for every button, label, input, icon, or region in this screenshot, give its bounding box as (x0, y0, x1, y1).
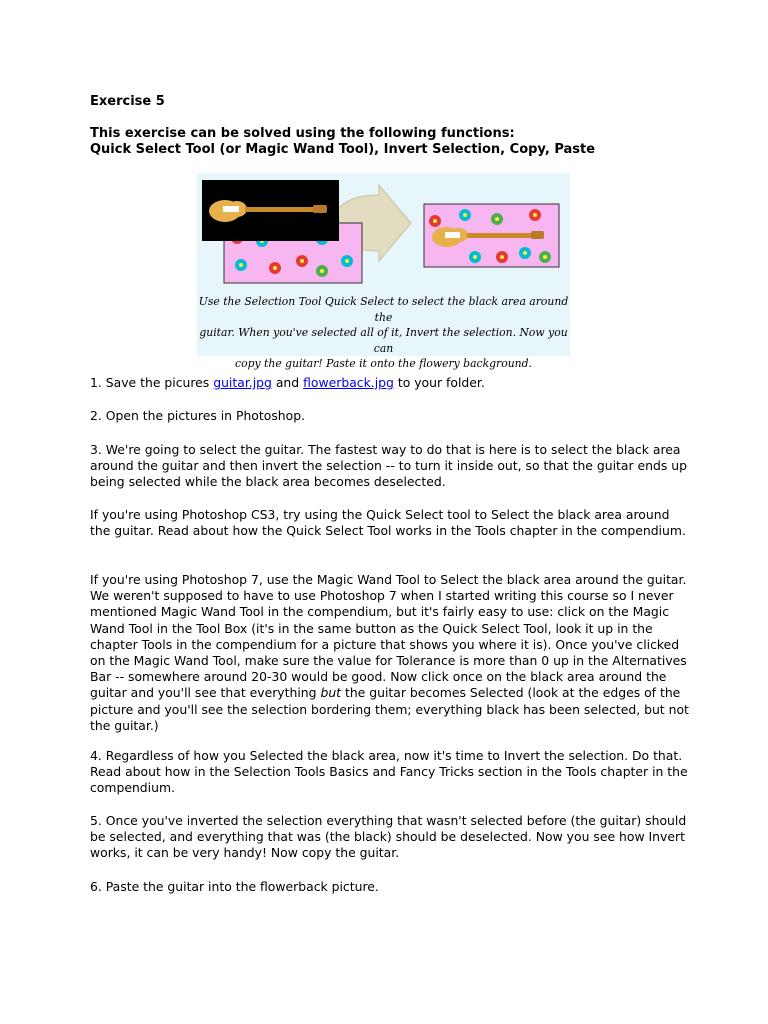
step-ps7-emphasis: but (320, 685, 342, 701)
flowerback-jpg-link[interactable]: flowerback.jpg (303, 375, 394, 390)
caption-line: guitar. When you've selected all of it, Invert the selection. Now you can (199, 326, 568, 355)
intro-line-1: This exercise can be solved using the following functions: (90, 126, 515, 141)
guitar-jpg-link[interactable]: guitar.jpg (213, 375, 272, 390)
illustration-caption (197, 294, 570, 372)
caption-line: copy the guitar! Paste it onto the flowery background. (235, 357, 532, 370)
step-6: 6. Paste the guitar into the flowerback picture. (90, 879, 379, 894)
intro-line-2: Quick Select Tool (or Magic Wand Tool), Invert Selection, Copy, Paste (90, 142, 596, 157)
step-1-text-before: 1. Save the picures (90, 375, 214, 390)
exercise-title: Exercise 5 (90, 94, 165, 109)
step-1 (90, 375, 690, 391)
caption-line: Use the Selection Tool Quick Select to select the black area around the (198, 295, 569, 324)
step-ps7-text-before: If you're using Photoshop 7, use the Magic Wand Tool to Select the black area around the guitar. We weren't supposed to have to use Photoshop 7 when I started writing this course so I never mentioned Magic Wand Tool in the compendium, but it's fairly easy to use: click on the Magic Wand Tool in the Tool Box (it's in the same button as the Quick Select Tool, look it up in the chapter Tools in the compendium for a picture that shows you where it is). Once you've clicked on the Magic Wand Tool, make sure the value for Tolerance is more than 0 up in the Alternatives Bar -- somewhere around 20-30 would be good. Now click once on the black area around the guitar and you'll see that everything (90, 572, 687, 701)
step-1-text-middle: and (271, 375, 304, 390)
step-5: 5. Once you've inverted the selection everything that wasn't selected before (the guitar) should be selected, and everything that was (the black) should be deselected. Now you see how Invert works, it can be very handy! Now copy the guitar. (90, 813, 687, 861)
step-2: 2. Open the pictures in Photoshop. (90, 408, 306, 423)
step-4: 4. Regardless of how you Selected the black area, now it's time to Invert the selection. Do that. Read about how in the Selection Tools Basics and Fancy Tricks section in the Tools chapter in the compendium. (90, 748, 688, 796)
illustration-graphic (197, 173, 570, 293)
step-cs3: If you're using Photoshop CS3, try using the Quick Select tool to Select the black area around the guitar. Read about how the Quick Select Tool works in the Tools chapter in the compendium. (90, 507, 686, 539)
step-3: 3. We're going to select the guitar. The fastest way to do that is here is to select the black area around the guitar and then invert the selection -- to turn it inside out, so that the guitar ends up being selected while the black area becomes deselected. (90, 442, 687, 490)
exercise-illustration (197, 173, 570, 370)
step-1-text-after: to your folder. (393, 375, 485, 390)
step-photoshop-7 (90, 572, 690, 734)
step-ps7-text-after: the guitar becomes Selected (look at the edges of the picture and you'll see the selection bordering them; everything black has been selected, but not the guitar.) (90, 685, 689, 733)
